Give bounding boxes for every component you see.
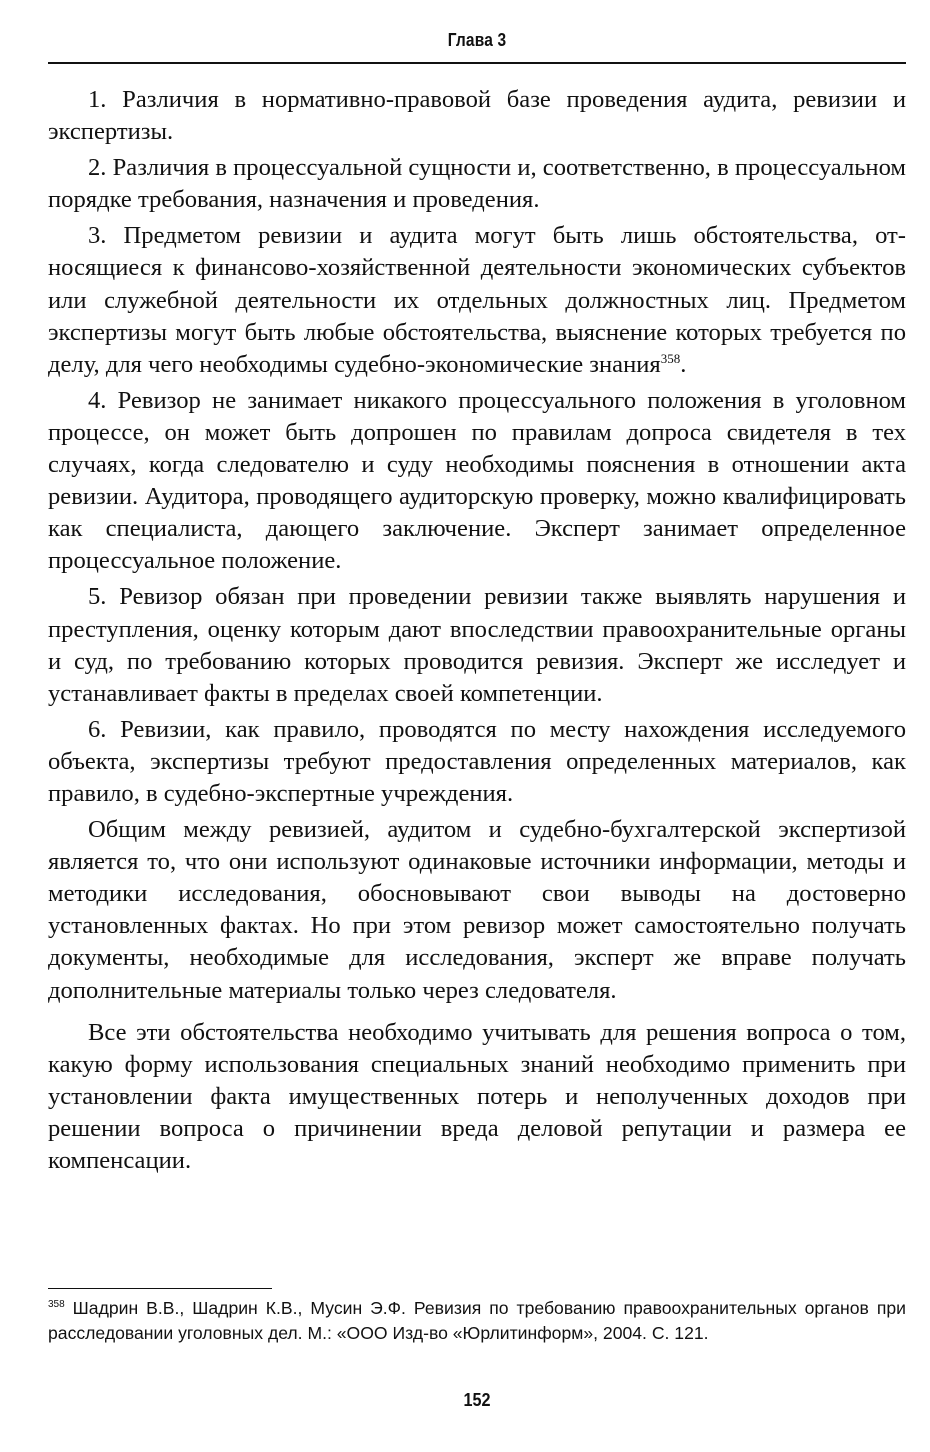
paragraph-3-end: . xyxy=(680,350,687,378)
paragraph-1: 1. Различия в нормативно-правовой базе проведения аудита, ревизии и экспертизы. xyxy=(48,86,906,146)
body-text xyxy=(48,84,906,1177)
footnote xyxy=(48,1296,906,1345)
book-page xyxy=(48,0,906,1452)
footnote-text: Шадрин В.В., Шадрин К.В., Мусин Э.Ф. Ревизия по требованию правоохранительных органов при расследовании уголовных дел. М.: «ООО Изд-во «Юрлитинформ», 2004. С. 121. xyxy=(48,1298,906,1343)
paragraph-7: Общим между ревизией, аудитом и судебно-бухгалтерской экспертизой является то, что они используют одинаковые источники информации, методы и методики исследования, обосновывают свои выводы на достоверно установленных фактах. Но при этом ревизор может самостоятельно получать документы, необходимые для исследования, эксперт же вправе получать дополнительные материалы только через следователя. xyxy=(48,816,906,1004)
running-head: Глава 3 xyxy=(447,30,507,50)
footnote-number: 358 xyxy=(48,1299,65,1311)
footnote-rule xyxy=(48,1288,272,1289)
page-number: 152 xyxy=(463,1390,491,1410)
paragraph-3 xyxy=(48,220,906,380)
paragraph-5: 5. Ревизор обязан при проведении ревизии также выявлять нарушения и преступления, оценку которым дают впоследствии правоохранительные органы и суд, по требованию которых проводится ревизия. Эксперт же исследует и устанавливает факты в пределах своей компетенции. xyxy=(48,583,906,707)
paragraph-6: 6. Ревизии, как правило, проводятся по месту нахождения исследуемого объекта, экспертизы требуют предоставления определенных материалов, как правило, в судебно-экспертные учреждения. xyxy=(48,715,906,807)
paragraph-8: Все эти обстоятельства необходимо учитывать для решения вопроса о том, какую форму использования специальных знаний необходимо применить при установлении факта имущественных потерь и неполученных доходов при решении вопроса о причинении вреда деловой репутации и размера ее компенсации. xyxy=(48,1018,906,1174)
paragraph-4: 4. Ревизор не занимает никакого процессуального положения в уголовном процессе, он может быть допрошен по правилам допроса свидетеля в тех случаях, когда следователю и суду необходимы пояснения в отношении акта ревизии. Аудитора, проводящего аудиторскую проверку, можно квалифицировать как специалиста, дающего заключение. Эксперт занимает определенное процессуальное положение. xyxy=(48,386,906,575)
paragraph-2: 2. Различия в процессуальной сущности и, соответственно, в процессуальном порядке требования, назначения и проведения. xyxy=(48,154,906,214)
footnote-reference: 358 xyxy=(660,350,681,366)
paragraph-3-text: 3. Предметом ревизии и аудита могут быть лишь обстоятельства, относящиеся к финансово-хозяйственной деятельности экономических субъектов или служебной деятельности их отдельных должностных лиц. Предметом экспертизы могут быть любые обстоятельства, выяснение которых требуется по делу, для чего необходимы судебно-экономические знания xyxy=(48,222,906,378)
header-rule xyxy=(48,62,906,64)
